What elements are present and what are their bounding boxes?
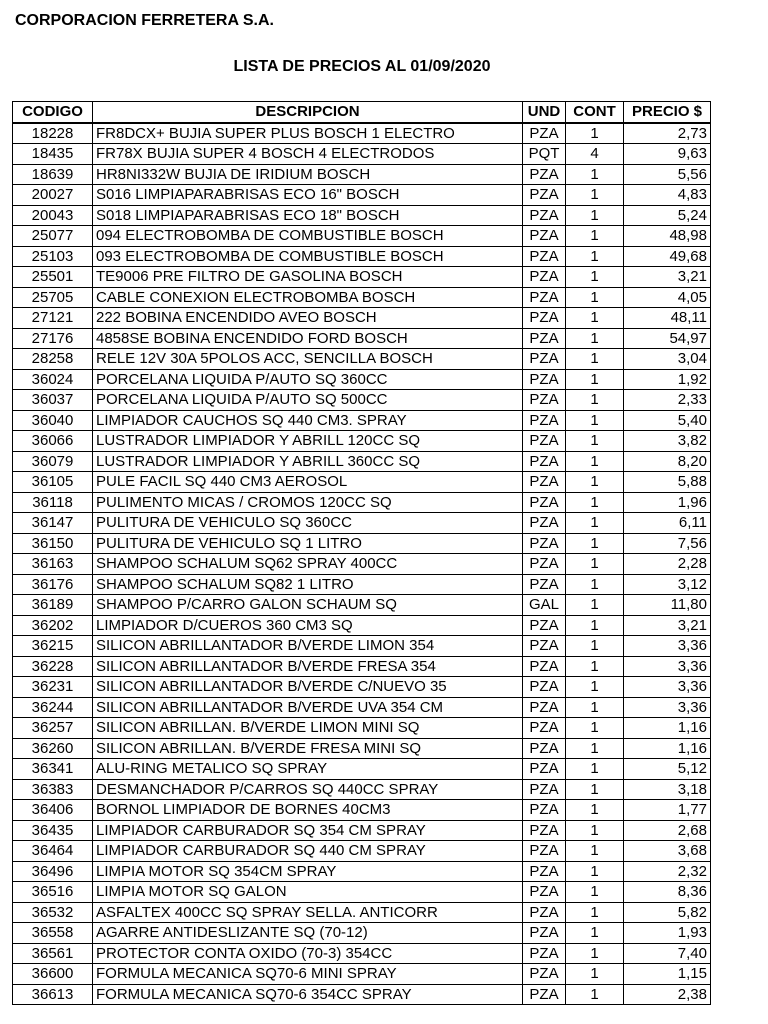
item-unit: GAL <box>523 595 566 616</box>
item-price: 5,82 <box>624 902 711 923</box>
item-code: 36257 <box>13 718 93 739</box>
item-count: 1 <box>566 492 624 513</box>
item-count: 1 <box>566 554 624 575</box>
item-price: 4,83 <box>624 185 711 206</box>
item-unit: PZA <box>523 923 566 944</box>
item-unit: PZA <box>523 267 566 288</box>
table-row <box>13 390 711 411</box>
item-price: 3,68 <box>624 841 711 862</box>
item-code: 25501 <box>13 267 93 288</box>
item-count: 1 <box>566 410 624 431</box>
item-price: 2,28 <box>624 554 711 575</box>
item-unit: PZA <box>523 185 566 206</box>
item-code: 36532 <box>13 902 93 923</box>
table-row <box>13 369 711 390</box>
item-code: 36383 <box>13 779 93 800</box>
item-count: 1 <box>566 390 624 411</box>
item-unit: PZA <box>523 677 566 698</box>
item-price: 6,11 <box>624 513 711 534</box>
item-code: 36613 <box>13 984 93 1005</box>
item-price: 7,40 <box>624 943 711 964</box>
item-code: 36516 <box>13 882 93 903</box>
item-unit: PZA <box>523 287 566 308</box>
table-row <box>13 615 711 636</box>
item-description: S016 LIMPIAPARABRISAS ECO 16" BOSCH <box>93 185 523 206</box>
item-code: 36037 <box>13 390 93 411</box>
item-price: 11,80 <box>624 595 711 616</box>
item-unit: PZA <box>523 615 566 636</box>
item-description: HR8NI332W BUJIA DE IRIDIUM BOSCH <box>93 164 523 185</box>
table-row <box>13 123 711 144</box>
item-unit: PQT <box>523 144 566 165</box>
item-unit: PZA <box>523 574 566 595</box>
item-count: 1 <box>566 800 624 821</box>
item-count: 1 <box>566 902 624 923</box>
item-code: 18228 <box>13 123 93 144</box>
item-unit: PZA <box>523 451 566 472</box>
item-unit: PZA <box>523 636 566 657</box>
item-count: 1 <box>566 861 624 882</box>
item-count: 1 <box>566 882 624 903</box>
item-price: 1,77 <box>624 800 711 821</box>
table-row <box>13 882 711 903</box>
item-description: TE9006 PRE FILTRO DE GASOLINA BOSCH <box>93 267 523 288</box>
item-price: 7,56 <box>624 533 711 554</box>
item-code: 36244 <box>13 697 93 718</box>
item-code: 18435 <box>13 144 93 165</box>
column-header-und: UND <box>523 102 566 123</box>
table-row <box>13 636 711 657</box>
item-price: 2,38 <box>624 984 711 1005</box>
item-count: 1 <box>566 308 624 329</box>
item-price: 2,73 <box>624 123 711 144</box>
item-count: 1 <box>566 205 624 226</box>
item-count: 1 <box>566 718 624 739</box>
item-price: 54,97 <box>624 328 711 349</box>
column-header-codigo: CODIGO <box>13 102 93 123</box>
table-row <box>13 164 711 185</box>
item-unit: PZA <box>523 410 566 431</box>
item-unit: PZA <box>523 164 566 185</box>
item-description: SILICON ABRILLAN. B/VERDE FRESA MINI SQ <box>93 738 523 759</box>
item-unit: PZA <box>523 349 566 370</box>
table-row <box>13 923 711 944</box>
price-table-body <box>13 123 711 1005</box>
item-unit: PZA <box>523 472 566 493</box>
item-description: FORMULA MECANICA SQ70-6 MINI SPRAY <box>93 964 523 985</box>
table-row <box>13 964 711 985</box>
table-row <box>13 820 711 841</box>
item-unit: PZA <box>523 779 566 800</box>
table-row <box>13 738 711 759</box>
item-description: LIMPIADOR CARBURADOR SQ 354 CM SPRAY <box>93 820 523 841</box>
item-code: 36341 <box>13 759 93 780</box>
item-unit: PZA <box>523 554 566 575</box>
item-price: 1,96 <box>624 492 711 513</box>
table-row <box>13 533 711 554</box>
item-unit: PZA <box>523 882 566 903</box>
item-description: PULE FACIL SQ 440 CM3 AEROSOL <box>93 472 523 493</box>
item-description: FORMULA MECANICA SQ70-6 354CC SPRAY <box>93 984 523 1005</box>
item-price: 8,36 <box>624 882 711 903</box>
item-count: 1 <box>566 513 624 534</box>
item-code: 25103 <box>13 246 93 267</box>
item-price: 9,63 <box>624 144 711 165</box>
item-price: 3,36 <box>624 656 711 677</box>
item-code: 36231 <box>13 677 93 698</box>
item-description: LIMPIADOR D/CUEROS 360 CM3 SQ <box>93 615 523 636</box>
item-price: 2,32 <box>624 861 711 882</box>
item-code: 36163 <box>13 554 93 575</box>
item-price: 1,92 <box>624 369 711 390</box>
item-code: 36024 <box>13 369 93 390</box>
item-unit: PZA <box>523 492 566 513</box>
item-unit: PZA <box>523 800 566 821</box>
item-price: 1,93 <box>624 923 711 944</box>
item-code: 36189 <box>13 595 93 616</box>
item-description: 4858SE BOBINA ENCENDIDO FORD BOSCH <box>93 328 523 349</box>
item-unit: PZA <box>523 738 566 759</box>
table-row <box>13 513 711 534</box>
item-price: 1,15 <box>624 964 711 985</box>
item-description: LIMPIA MOTOR SQ GALON <box>93 882 523 903</box>
item-unit: PZA <box>523 697 566 718</box>
table-row <box>13 349 711 370</box>
table-row <box>13 677 711 698</box>
item-count: 1 <box>566 595 624 616</box>
item-description: BORNOL LIMPIADOR DE BORNES 40CM3 <box>93 800 523 821</box>
item-count: 1 <box>566 964 624 985</box>
item-unit: PZA <box>523 943 566 964</box>
item-description: SHAMPOO P/CARRO GALON SCHAUM SQ <box>93 595 523 616</box>
table-row <box>13 656 711 677</box>
item-price: 5,40 <box>624 410 711 431</box>
company-name: CORPORACION FERRETERA S.A. <box>15 12 274 29</box>
table-row <box>13 431 711 452</box>
table-row <box>13 554 711 575</box>
item-unit: PZA <box>523 841 566 862</box>
item-count: 1 <box>566 185 624 206</box>
table-row <box>13 492 711 513</box>
item-description: DESMANCHADOR P/CARROS SQ 440CC SPRAY <box>93 779 523 800</box>
item-code: 36118 <box>13 492 93 513</box>
item-price: 4,05 <box>624 287 711 308</box>
table-row <box>13 287 711 308</box>
item-count: 1 <box>566 738 624 759</box>
item-description: SILICON ABRILLANTADOR B/VERDE UVA 354 CM <box>93 697 523 718</box>
item-count: 1 <box>566 533 624 554</box>
item-price: 5,12 <box>624 759 711 780</box>
item-description: S018 LIMPIAPARABRISAS ECO 18" BOSCH <box>93 205 523 226</box>
item-count: 1 <box>566 923 624 944</box>
item-code: 36561 <box>13 943 93 964</box>
table-row <box>13 984 711 1005</box>
item-code: 36150 <box>13 533 93 554</box>
item-code: 36435 <box>13 820 93 841</box>
item-unit: PZA <box>523 369 566 390</box>
item-unit: PZA <box>523 328 566 349</box>
item-price: 1,16 <box>624 738 711 759</box>
item-price: 3,36 <box>624 677 711 698</box>
table-row <box>13 308 711 329</box>
item-description: SHAMPOO SCHALUM SQ82 1 LITRO <box>93 574 523 595</box>
table-row <box>13 267 711 288</box>
item-unit: PZA <box>523 226 566 247</box>
item-count: 1 <box>566 943 624 964</box>
item-code: 25705 <box>13 287 93 308</box>
column-header-precio: PRECIO $ <box>624 102 711 123</box>
item-count: 1 <box>566 123 624 144</box>
item-code: 20027 <box>13 185 93 206</box>
item-count: 1 <box>566 431 624 452</box>
item-price: 48,11 <box>624 308 711 329</box>
item-count: 1 <box>566 574 624 595</box>
item-description: FR8DCX+ BUJIA SUPER PLUS BOSCH 1 ELECTRO <box>93 123 523 144</box>
item-count: 1 <box>566 472 624 493</box>
item-price: 8,20 <box>624 451 711 472</box>
table-row <box>13 943 711 964</box>
item-count: 1 <box>566 267 624 288</box>
item-code: 36105 <box>13 472 93 493</box>
item-description: LUSTRADOR LIMPIADOR Y ABRILL 360CC SQ <box>93 451 523 472</box>
table-row <box>13 902 711 923</box>
item-count: 1 <box>566 779 624 800</box>
item-count: 1 <box>566 615 624 636</box>
item-count: 4 <box>566 144 624 165</box>
item-code: 36406 <box>13 800 93 821</box>
item-description: SILICON ABRILLAN. B/VERDE LIMON MINI SQ <box>93 718 523 739</box>
item-unit: PZA <box>523 513 566 534</box>
item-code: 36079 <box>13 451 93 472</box>
item-unit: PZA <box>523 533 566 554</box>
item-code: 36147 <box>13 513 93 534</box>
item-unit: PZA <box>523 759 566 780</box>
item-description: RELE 12V 30A 5POLOS ACC, SENCILLA BOSCH <box>93 349 523 370</box>
item-unit: PZA <box>523 861 566 882</box>
item-count: 1 <box>566 287 624 308</box>
item-description: PROTECTOR CONTA OXIDO (70-3) 354CC <box>93 943 523 964</box>
item-code: 18639 <box>13 164 93 185</box>
item-price: 5,56 <box>624 164 711 185</box>
item-price: 3,18 <box>624 779 711 800</box>
item-unit: PZA <box>523 246 566 267</box>
item-count: 1 <box>566 841 624 862</box>
table-row <box>13 328 711 349</box>
table-row <box>13 246 711 267</box>
item-code: 27121 <box>13 308 93 329</box>
table-row <box>13 595 711 616</box>
item-code: 36228 <box>13 656 93 677</box>
item-description: 094 ELECTROBOMBA DE COMBUSTIBLE BOSCH <box>93 226 523 247</box>
item-code: 27176 <box>13 328 93 349</box>
item-price: 5,88 <box>624 472 711 493</box>
item-code: 28258 <box>13 349 93 370</box>
column-header-descripcion: DESCRIPCION <box>93 102 523 123</box>
item-count: 1 <box>566 226 624 247</box>
table-row <box>13 800 711 821</box>
item-price: 3,12 <box>624 574 711 595</box>
price-list-title: LISTA DE PRECIOS AL 01/09/2020 <box>233 58 491 75</box>
item-count: 1 <box>566 164 624 185</box>
item-description: SILICON ABRILLANTADOR B/VERDE C/NUEVO 35 <box>93 677 523 698</box>
item-count: 1 <box>566 451 624 472</box>
table-row <box>13 841 711 862</box>
item-unit: PZA <box>523 431 566 452</box>
item-description: 222 BOBINA ENCENDIDO AVEO BOSCH <box>93 308 523 329</box>
item-price: 3,36 <box>624 636 711 657</box>
item-price: 3,21 <box>624 615 711 636</box>
item-unit: PZA <box>523 390 566 411</box>
item-unit: PZA <box>523 308 566 329</box>
item-description: SILICON ABRILLANTADOR B/VERDE FRESA 354 <box>93 656 523 677</box>
item-description: AGARRE ANTIDESLIZANTE SQ (70-12) <box>93 923 523 944</box>
item-unit: PZA <box>523 123 566 144</box>
item-unit: PZA <box>523 902 566 923</box>
item-code: 36464 <box>13 841 93 862</box>
item-code: 36202 <box>13 615 93 636</box>
item-count: 1 <box>566 656 624 677</box>
item-price: 2,33 <box>624 390 711 411</box>
item-description: LIMPIA MOTOR SQ 354CM SPRAY <box>93 861 523 882</box>
item-count: 1 <box>566 820 624 841</box>
table-row <box>13 185 711 206</box>
item-price: 48,98 <box>624 226 711 247</box>
item-description: LUSTRADOR LIMPIADOR Y ABRILL 120CC SQ <box>93 431 523 452</box>
table-row <box>13 574 711 595</box>
item-code: 36260 <box>13 738 93 759</box>
item-code: 36496 <box>13 861 93 882</box>
item-description: ASFALTEX 400CC SQ SPRAY SELLA. ANTICORR <box>93 902 523 923</box>
item-price: 3,21 <box>624 267 711 288</box>
item-count: 1 <box>566 984 624 1005</box>
column-header-cont: CONT <box>566 102 624 123</box>
item-price: 5,24 <box>624 205 711 226</box>
item-count: 1 <box>566 349 624 370</box>
item-price: 3,36 <box>624 697 711 718</box>
item-description: PULIMENTO MICAS / CROMOS 120CC SQ <box>93 492 523 513</box>
item-count: 1 <box>566 759 624 780</box>
item-code: 36176 <box>13 574 93 595</box>
item-description: SHAMPOO SCHALUM SQ62 SPRAY 400CC <box>93 554 523 575</box>
table-row <box>13 226 711 247</box>
item-unit: PZA <box>523 964 566 985</box>
table-row <box>13 472 711 493</box>
item-description: LIMPIADOR CAUCHOS SQ 440 CM3. SPRAY <box>93 410 523 431</box>
item-count: 1 <box>566 328 624 349</box>
item-description: PULITURA DE VEHICULO SQ 360CC <box>93 513 523 534</box>
item-unit: PZA <box>523 656 566 677</box>
item-description: PORCELANA LIQUIDA P/AUTO SQ 360CC <box>93 369 523 390</box>
item-description: CABLE CONEXION ELECTROBOMBA BOSCH <box>93 287 523 308</box>
table-row <box>13 144 711 165</box>
item-code: 20043 <box>13 205 93 226</box>
price-table <box>12 101 711 1005</box>
table-row <box>13 779 711 800</box>
table-header-row <box>13 102 711 123</box>
item-unit: PZA <box>523 205 566 226</box>
item-code: 36066 <box>13 431 93 452</box>
item-description: 093 ELECTROBOMBA DE COMBUSTIBLE BOSCH <box>93 246 523 267</box>
item-count: 1 <box>566 246 624 267</box>
item-description: PORCELANA LIQUIDA P/AUTO SQ 500CC <box>93 390 523 411</box>
item-description: SILICON ABRILLANTADOR B/VERDE LIMON 354 <box>93 636 523 657</box>
table-row <box>13 410 711 431</box>
item-price: 3,04 <box>624 349 711 370</box>
item-code: 36600 <box>13 964 93 985</box>
item-description: FR78X BUJIA SUPER 4 BOSCH 4 ELECTRODOS <box>93 144 523 165</box>
table-row <box>13 861 711 882</box>
table-row <box>13 205 711 226</box>
item-unit: PZA <box>523 984 566 1005</box>
item-count: 1 <box>566 697 624 718</box>
item-count: 1 <box>566 636 624 657</box>
item-code: 36215 <box>13 636 93 657</box>
item-description: PULITURA DE VEHICULO SQ 1 LITRO <box>93 533 523 554</box>
item-price: 1,16 <box>624 718 711 739</box>
item-description: ALU-RING METALICO SQ SPRAY <box>93 759 523 780</box>
item-count: 1 <box>566 677 624 698</box>
item-unit: PZA <box>523 718 566 739</box>
table-row <box>13 451 711 472</box>
item-code: 36040 <box>13 410 93 431</box>
table-row <box>13 718 711 739</box>
item-unit: PZA <box>523 820 566 841</box>
item-price: 2,68 <box>624 820 711 841</box>
table-row <box>13 697 711 718</box>
item-price: 3,82 <box>624 431 711 452</box>
item-count: 1 <box>566 369 624 390</box>
item-code: 36558 <box>13 923 93 944</box>
item-code: 25077 <box>13 226 93 247</box>
item-description: LIMPIADOR CARBURADOR SQ 440 CM SPRAY <box>93 841 523 862</box>
item-price: 49,68 <box>624 246 711 267</box>
table-row <box>13 759 711 780</box>
